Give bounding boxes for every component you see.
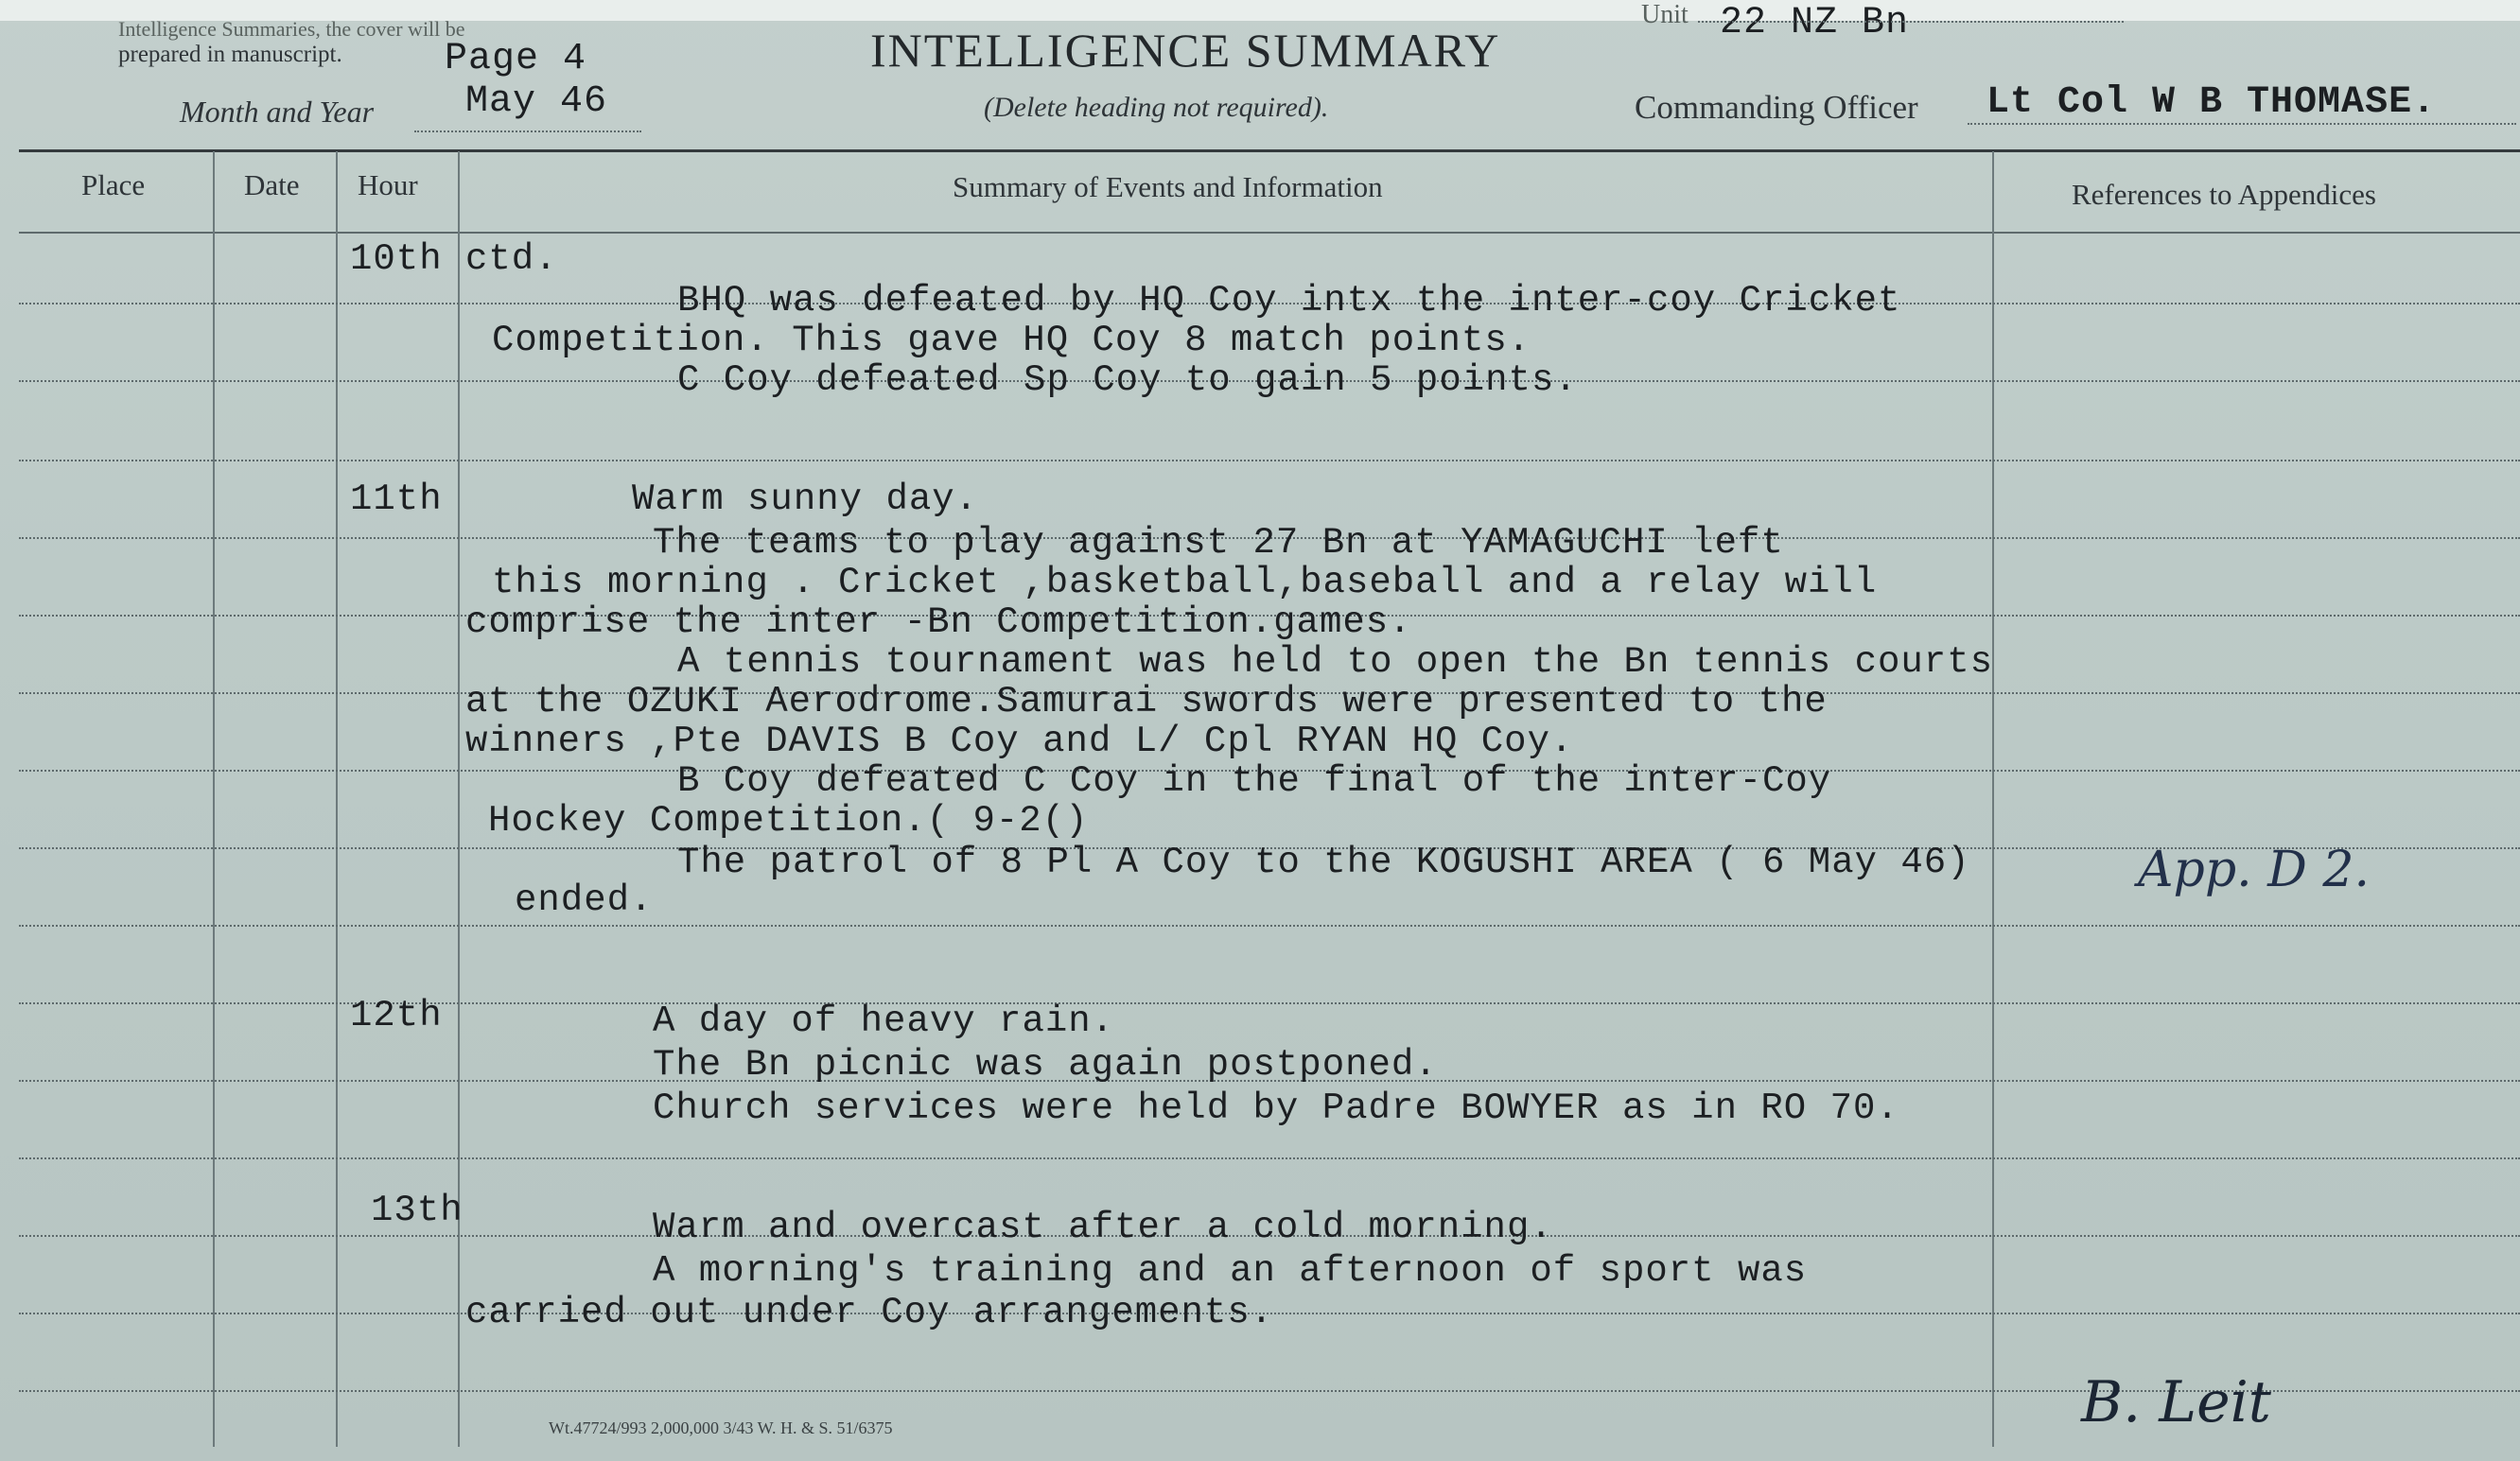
delete-heading-note: (Delete heading not required). bbox=[984, 92, 1329, 123]
column-place: Place bbox=[81, 168, 146, 201]
summary-line: A day of heavy rain. bbox=[653, 1000, 1115, 1042]
summary-line: Competition. This gave HQ Coy 8 match points. bbox=[492, 320, 1531, 361]
hour-summary-divider bbox=[458, 151, 460, 1447]
summary-references-divider bbox=[1992, 151, 1994, 1447]
summary-line: winners ,Pte DAVIS B Coy and L/ Cpl RYAN HQ Coy. bbox=[465, 721, 1574, 762]
unit-value: 22 NZ Bn bbox=[1720, 2, 1910, 44]
page-title: INTELLIGENCE SUMMARY bbox=[870, 24, 1501, 77]
month-year-dotted-line bbox=[414, 130, 641, 132]
summary-line: The teams to play against 27 Bn at YAMAGUCHI left bbox=[653, 522, 1784, 564]
hour-cell: 10th bbox=[350, 238, 443, 280]
unit-label: Unit bbox=[1641, 0, 1689, 29]
column-hour: Hour bbox=[358, 168, 418, 201]
column-date: Date bbox=[244, 168, 300, 201]
summary-line: ended. bbox=[515, 879, 654, 921]
column-header-rule bbox=[19, 232, 2520, 234]
ruled-line bbox=[19, 925, 2520, 927]
column-summary: Summary of Events and Information bbox=[953, 170, 1383, 203]
summary-line: comprise the inter -Bn Competition.games. bbox=[465, 601, 1412, 643]
unit-dotted-line bbox=[1698, 21, 2124, 23]
summary-line: C Coy defeated Sp Coy to gain 5 points. bbox=[677, 359, 1578, 401]
column-references: References to Appendices bbox=[2072, 178, 2376, 211]
summary-line: carried out under Coy arrangements. bbox=[465, 1292, 1274, 1333]
ruled-line bbox=[19, 1157, 2520, 1159]
month-year-label: Month and Year bbox=[180, 95, 375, 129]
summary-line: A morning's training and an afternoon of sport was bbox=[653, 1250, 1808, 1292]
ruled-line bbox=[19, 460, 2520, 461]
place-date-divider bbox=[213, 151, 215, 1447]
commanding-officer-label: Commanding Officer bbox=[1635, 89, 1918, 126]
commanding-officer-value: Lt Col W B THOMASE. bbox=[1986, 81, 2437, 124]
summary-line: Warm and overcast after a cold morning. bbox=[653, 1207, 1553, 1248]
summary-line: B Coy defeated C Coy in the final of the inter-Coy bbox=[677, 760, 1832, 802]
summary-line: ctd. bbox=[465, 238, 558, 280]
hour-cell: 12th bbox=[350, 995, 443, 1036]
summary-line: at the OZUKI Aerodrome.Samurai swords were presented to the bbox=[465, 681, 1828, 722]
summary-line: Church services were held by Padre BOWYER as in RO 70. bbox=[653, 1087, 1899, 1129]
commanding-officer-dotted-line bbox=[1968, 123, 2516, 125]
summary-line: Hockey Competition.( 9-2() bbox=[488, 800, 1089, 842]
table-top-rule bbox=[19, 149, 2520, 152]
partial-note-line1: Intelligence Summaries, the cover will be bbox=[118, 17, 465, 41]
officer-signature: B. Leit bbox=[2081, 1369, 2271, 1435]
summary-line: The patrol of 8 Pl A Coy to the KOGUSHI AREA ( 6 May 46) bbox=[677, 842, 1970, 883]
summary-line: The Bn picnic was again postponed. bbox=[653, 1044, 1438, 1086]
summary-line: BHQ was defeated by HQ Coy intx the inter-coy Cricket bbox=[677, 280, 1901, 322]
hour-cell: 13th bbox=[371, 1190, 464, 1231]
date-hour-divider bbox=[336, 151, 338, 1447]
hour-cell: 11th bbox=[350, 478, 443, 520]
summary-line: this morning . Cricket ,basketball,baseball and a relay will bbox=[492, 562, 1878, 603]
page-number: Page 4 bbox=[445, 38, 587, 80]
month-year-value: May 46 bbox=[465, 80, 608, 123]
appendix-reference: App. D 2. bbox=[2138, 842, 2371, 898]
summary-line: Warm sunny day. bbox=[632, 478, 979, 520]
print-code: Wt.47724/993 2,000,000 3/43 W. H. & S. 51/6375 bbox=[549, 1418, 893, 1437]
partial-note-line2: prepared in manuscript. bbox=[118, 42, 342, 67]
summary-line: A tennis tournament was held to open the Bn tennis courts bbox=[677, 641, 1994, 683]
